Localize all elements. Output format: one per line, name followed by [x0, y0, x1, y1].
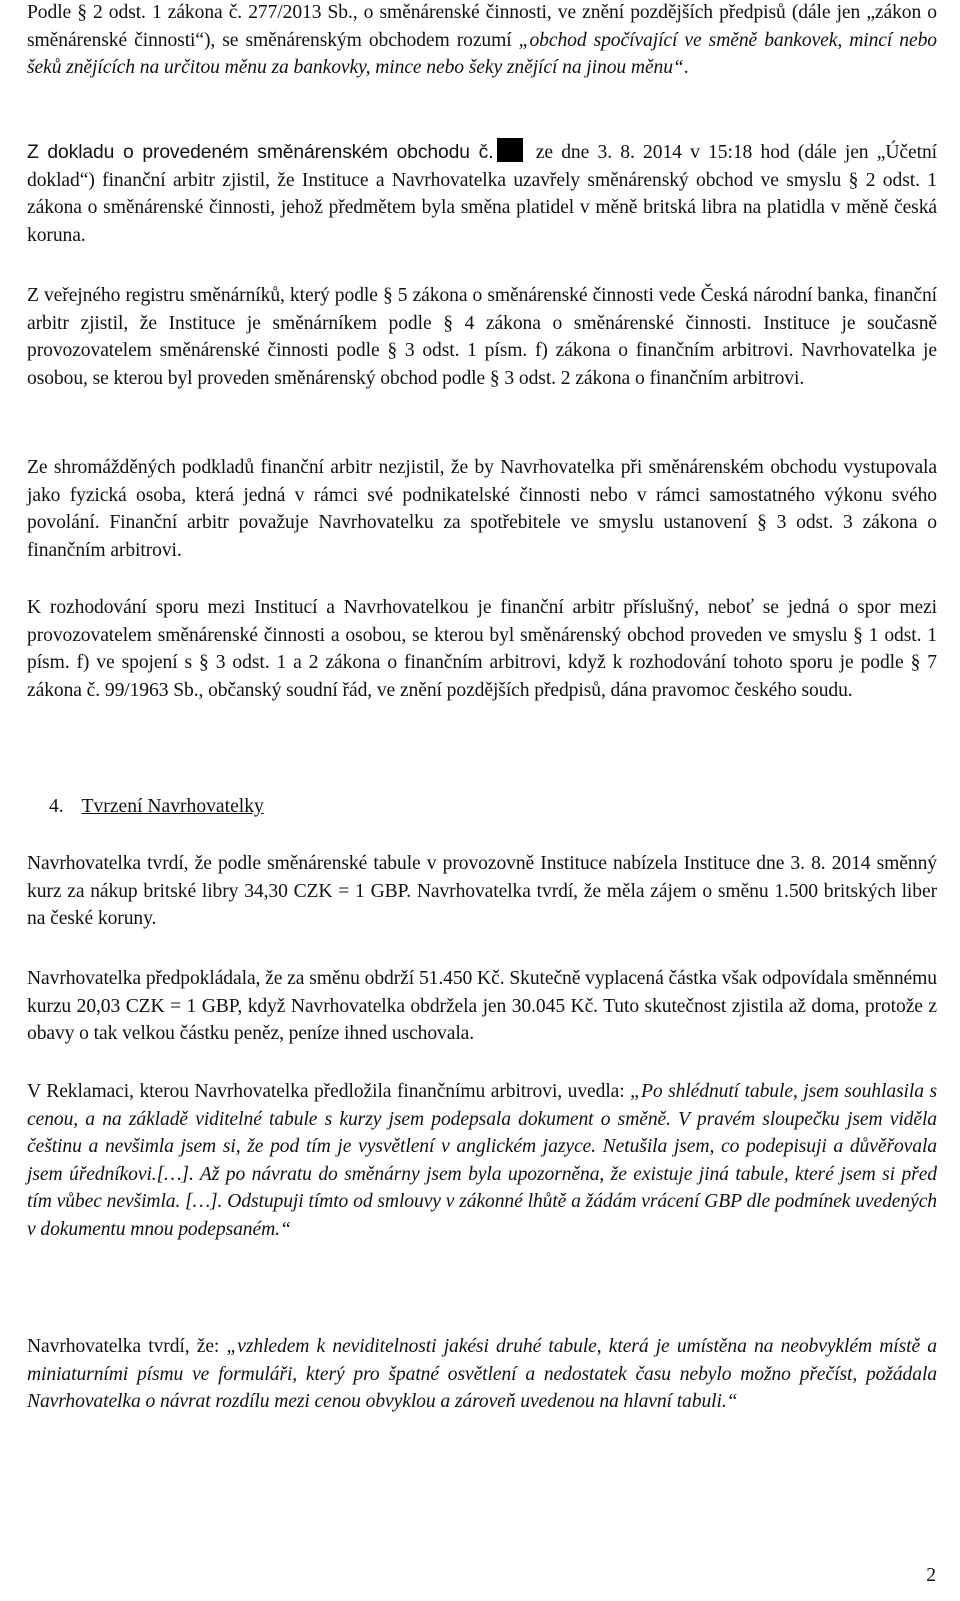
paragraph-definition-text: Podle § 2 odst. 1 zákona č. 277/2013 Sb., o směnárenské činnosti, ve znění pozdějších předpisů (dále jen „zákon o směnárenské činnosti“), se směnárenským obchodem rozumí — [27, 2, 937, 51]
paragraph-exchange-rate: Navrhovatelka tvrdí, že podle směnárenské tabule v provozovně Instituce nabízela Instituce dne 3. 8. 2014 směnný kurz za nákup britské libry 34,30 CZK = 1 GBP. Navrhovatelka tvrdí, že měla zájem o směnu 1.500 britských liber na české koruny. — [27, 853, 937, 929]
paragraph-receipt-text: ze dne 3. 8. 2014 v 15:18 hod (dále jen „Účetní doklad“) finanční arbitr zjistil, že Instituce a Navrhovatelka uzavřely směnárenský obchod ve smyslu § 2 odst. 1 zákona o směnárenské činnosti, jehož předmětem byla směna platidel v měně britská libra na platidla v měně česká koruna. — [27, 142, 937, 246]
page-number: 2 — [926, 1565, 936, 1586]
paragraph-consumer: Ze shromážděných podkladů finanční arbitr nezjistil, že by Navrhovatelka při směnárenském obchodu vystupovala jako fyzická osoba, která jedná v rámci své podnikatelské činnosti nebo v rámci samostatného výkonu svého povolání. Finanční arbitr považuje Navrhovatelku za spotřebitele ve smyslu ustanovení § 3 odst. 3 zákona o finančním arbitrovi. — [27, 457, 937, 561]
paragraph-claim — [27, 1333, 937, 1416]
paragraph-definition-quote: „obchod spočívající ve směně bankovek, mincí nebo šeků znějících na určitou měnu za bankovky, mince nebo šeky znějící na jinou měnu“ — [27, 29, 937, 78]
section-number: 4. — [49, 796, 64, 817]
paragraph-registry: Z veřejného registru směnárníků, který podle § 5 zákona o směnárenské činnosti vede Česká národní banka, finanční arbitr zjistil, že Instituce je směnárníkem podle § 4 zákona o směnárenské činnosti. Instituce je současně provozovatelem směnárenské činnosti podle § 3 odst. 1 písm. f) zákona o finančním arbitrovi. Navrhovatelka je osobou, se kterou byl proveden směnárenský obchod podle § 3 odst. 2 zákona o finančním arbitrovi. — [27, 285, 937, 389]
paragraph-definition — [27, 0, 937, 82]
paragraph-jurisdiction: K rozhodování sporu mezi Institucí a Navrhovatelkou je finanční arbitr příslušný, neboť se jedná o spor mezi provozovatelem směnárenské činnosti a osobou, se kterou byl směnárenský obchod proveden ve smyslu § 1 odst. 1 písm. f) ve spojení s § 3 odst. 1 a 2 zákona o finančním arbitrovi, když k rozhodování tohoto sporu je podle § 7 zákona č. 99/1963 Sb., občanský soudní řád, ve znění pozdějších předpisů, dána pravomoc českého soudu. — [27, 597, 937, 701]
paragraph-complaint-lead: V Reklamaci, kterou Navrhovatelka předložila finančnímu arbitrovi, uvedla: — [27, 1081, 631, 1102]
paragraph-definition-end: . — [683, 57, 689, 78]
paragraph-complaint — [27, 1078, 937, 1243]
section-heading — [27, 793, 929, 821]
paragraph-claim-quote: „vzhledem k neviditelnosti jakési druhé tabule, která je umístěna na neobvyklém místě a miniaturními písmu ve formuláři, který pro špatné osvětlení a nedostatek času nebylo možno přečíst, požádala Navrhovatelka o návrat rozdílu mezi cenou obvyklou a zároveň uvedenou na hlavní tabuli.“ — [27, 1336, 937, 1412]
redaction-box — [497, 138, 523, 162]
section-title: Tvrzení Navrhovatelky — [81, 796, 264, 817]
paragraph-complaint-quote: „Po shlédnutí tabule, jsem souhlasila s cenou, a na základě viditelné tabule s kurzy jsem podepsala dokument o směně. V pravém sloupečku jsem viděla češtinu a nevšimla jsem si, že pod tím je vysvětlení v anglickém jazyce. Netušila jsem, co podepisuji a důvěřovala jsem úředníkovi.[…]. Až po návratu do směnárny jsem byla upozorněna, že existuje jiná tabule, které jsem si před tím vůbec nevšimla. […]. Odstupuji tímto od smlouvy v zákonné lhůtě a žádám vrácení GBP dle podmínek uvedených v dokumentu mnou podepsaném.“ — [27, 1081, 937, 1240]
paragraph-receipt-lead: Z dokladu o provedeném směnárenském obchodu č. — [27, 142, 494, 163]
paragraph-paid-amount: Navrhovatelka předpokládala, že za směnu obdrží 51.450 Kč. Skutečně vyplacená částka však odpovídala směnnému kurzu 20,03 CZK = 1 GBP, když Navrhovatelka obdržela jen 30.045 Kč. Tuto skutečnost zjistila až doma, protože z obavy o tak velkou částku peněz, peníze ihned uschovala. — [27, 968, 937, 1044]
paragraph-receipt — [27, 138, 937, 249]
paragraph-claim-lead: Navrhovatelka tvrdí, že: — [27, 1336, 227, 1357]
